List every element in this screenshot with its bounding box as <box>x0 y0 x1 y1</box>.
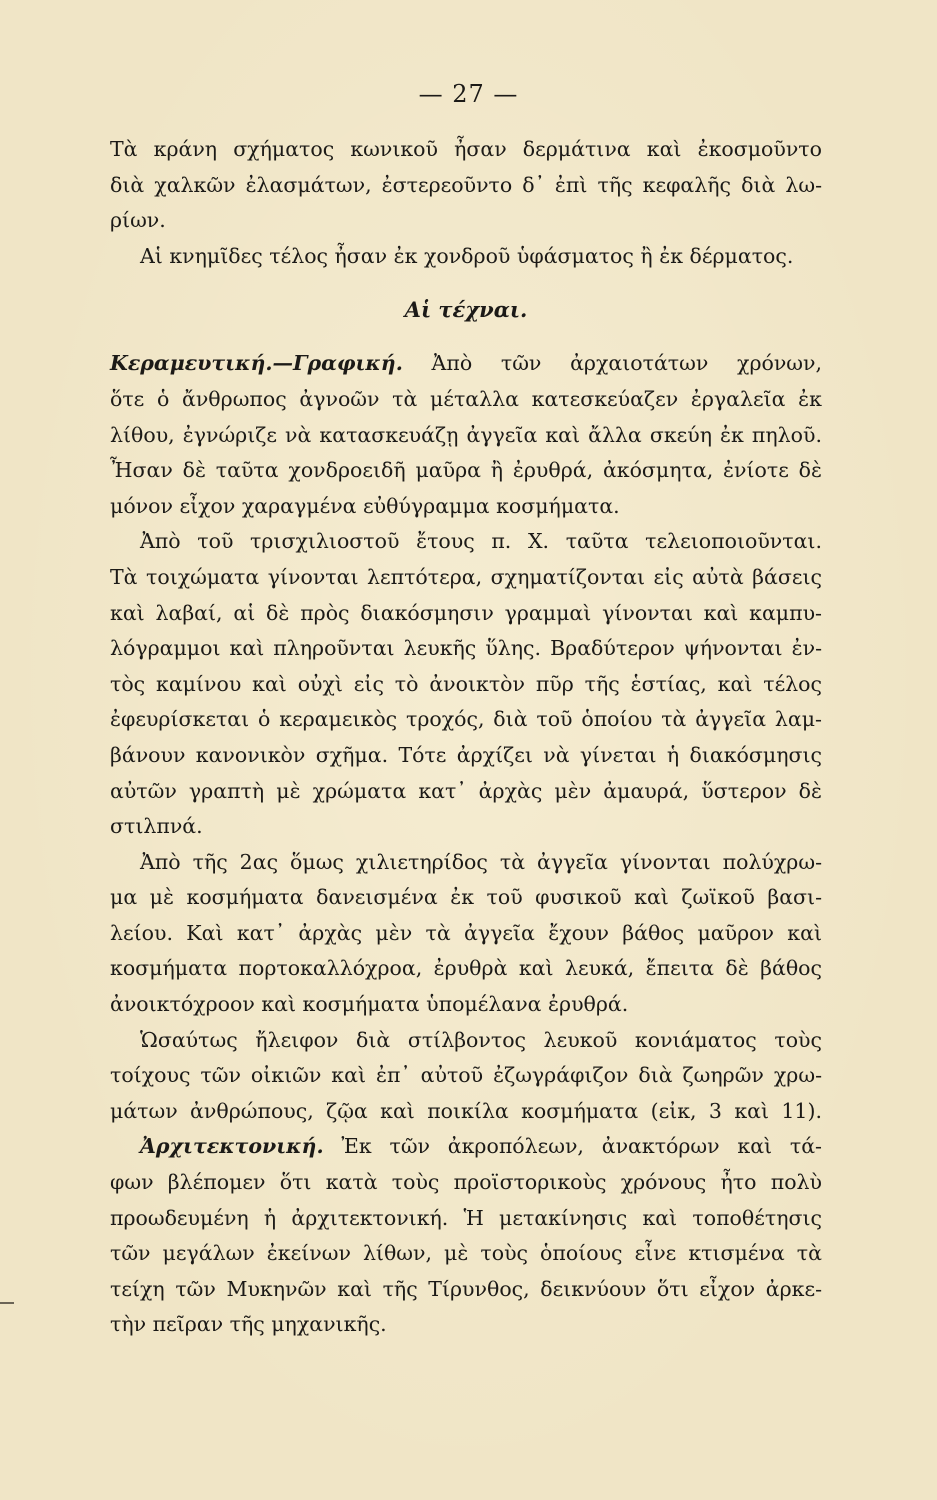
text-line: Τὰ κράνη σχήματος κωνικοῦ ἦσαν δερμάτινα καὶ ἐκοσμοῦντο <box>110 137 822 161</box>
text-line: στιλπνά. <box>110 814 203 839</box>
text-line: καὶ λαβαί, αἱ δὲ πρὸς διακόσμησιν γραμμαὶ γίνονται καὶ καμπυ- <box>110 600 822 625</box>
text-line: μάτων ἀνθρώπους, ζῷα καὶ ποικίλα κοσμήματα (εἰκ, 3 καὶ 11). <box>110 1098 822 1123</box>
text-line: τῶν μεγάλων ἐκείνων λίθων, μὲ τοὺς ὁποίους εἶνε κτισμένα τὰ <box>110 1241 822 1266</box>
text-line: προωδευμένη ἡ ἀρχιτεκτονική. Ἡ μετακίνησις καὶ τοποθέτησις <box>110 1205 822 1230</box>
text-line: Αἱ κνημῖδες τέλος ἦσαν ἐκ χονδροῦ ὑφάσματος ἢ ἐκ δέρματος. <box>140 243 794 268</box>
text-line: αὐτῶν γραπτὴ μὲ χρώματα κατ᾽ ἀρχὰς μὲν ἀμαυρά, ὕστερον δὲ <box>110 778 822 803</box>
margin-mark <box>0 1302 14 1304</box>
text-line: Ὡσαύτως ἤλειφον διὰ στίλβοντος λευκοῦ κονιάματος τοὺς <box>140 1027 822 1052</box>
section-heading: Αἱ τέχναι. <box>404 297 528 323</box>
text-line: Τὰ τοιχώματα γίνονται λεπτότερα, σχηματίζονται εἰς αὐτὰ βάσεις <box>110 564 822 589</box>
text-line: φων βλέπομεν ὅτι κατὰ τοὺς προϊστορικοὺς χρόνους ἦτο πολὺ <box>110 1170 822 1195</box>
text-line: μόνον εἶχον χαραγμένα εὐθύγραμμα κοσμήματα. <box>110 493 620 518</box>
paragraph-lead-keramevtiki: Κεραμευτική.—Γραφική. <box>110 351 403 376</box>
text-line: κοσμήματα πορτοκαλλόχροα, ἐρυθρὰ καὶ λευκά, ἔπειτα δὲ βάθος <box>110 956 822 981</box>
paragraph-lead-architektoniki: Ἀρχιτεκτονική. <box>140 1134 324 1159</box>
text-line: μα μὲ κοσμήματα δανεισμένα ἐκ τοῦ φυσικοῦ καὶ ζωϊκοῦ βασι- <box>110 885 822 910</box>
text-line: λείου. Καὶ κατ᾽ ἀρχὰς μὲν τὰ ἀγγεῖα ἔχουν βάθος μαῦρον καὶ <box>110 920 822 945</box>
text-line: διὰ χαλκῶν ἐλασμάτων, ἐστερεοῦντο δ᾽ ἐπὶ τῆς κεφαλῆς διὰ λω- <box>110 172 822 197</box>
text-line: Ἦσαν δὲ ταῦτα χονδροειδῆ μαῦρα ἢ ἐρυθρά, ἀκόσμητα, ἐνίοτε δὲ <box>110 458 822 483</box>
text-line: βάνουν κανονικὸν σχῆμα. Τότε ἀρχίζει νὰ γίνεται ἡ διακόσμησις <box>110 742 822 767</box>
text-line: λίθου, ἐγνώριζε νὰ κατασκευάζῃ ἀγγεῖα καὶ ἄλλα σκεύη ἐκ πηλοῦ. <box>110 422 822 447</box>
text-span: Ἀπὸ τῶν ἀρχαιοτάτων χρόνων, <box>431 351 822 376</box>
text-line: τὴν πεῖραν τῆς μηχανικῆς. <box>110 1312 387 1337</box>
text-line: ρίων. <box>110 208 166 233</box>
text-span: Ἐκ τῶν ἀκροπόλεων, ἀνακτόρων καὶ τά- <box>341 1134 822 1159</box>
text-line: λόγραμμοι καὶ πληροῦνται λευκῆς ὕλης. Βραδύτερον ψήνονται ἐν- <box>110 636 822 661</box>
text-line <box>110 346 822 382</box>
text-line: ἀνοικτόχροον καὶ κοσμήματα ὑπομέλανα ἐρυθρά. <box>110 992 629 1017</box>
text-line: ὅτε ὁ ἄνθρωπος ἀγνοῶν τὰ μέταλλα κατεσκεύαζεν ἐργαλεῖα ἐκ <box>110 386 822 411</box>
page-number: — 27 — <box>418 80 519 108</box>
text-line: τοίχους τῶν οἰκιῶν καὶ ἐπ᾽ αὐτοῦ ἐζωγράφιζον διὰ ζωηρῶν χρω- <box>110 1063 822 1088</box>
text-line: ἐφευρίσκεται ὁ κεραμεικὸς τροχός, διὰ τοῦ ὁποίου τὰ ἀγγεῖα λαμ- <box>110 707 822 732</box>
text-line <box>110 1129 822 1165</box>
page-body <box>110 132 822 1343</box>
text-line: Ἀπὸ τοῦ τρισχιλιοστοῦ ἔτους π. Χ. ταῦτα τελειοποιοῦνται. <box>140 529 822 554</box>
text-line: τείχη τῶν Μυκηνῶν καὶ τῆς Τίρυνθος, δεικνύουν ὅτι εἶχον ἀρκε- <box>110 1276 822 1301</box>
text-line: τὸς καμίνου καὶ οὐχὶ εἰς τὸ ἀνοικτὸν πῦρ τῆς ἑστίας, καὶ τέλος <box>110 671 822 696</box>
text-line: Ἀπὸ τῆς 2ας ὅμως χιλιετηρίδος τὰ ἀγγεῖα γίνονται πολύχρω- <box>140 849 822 874</box>
